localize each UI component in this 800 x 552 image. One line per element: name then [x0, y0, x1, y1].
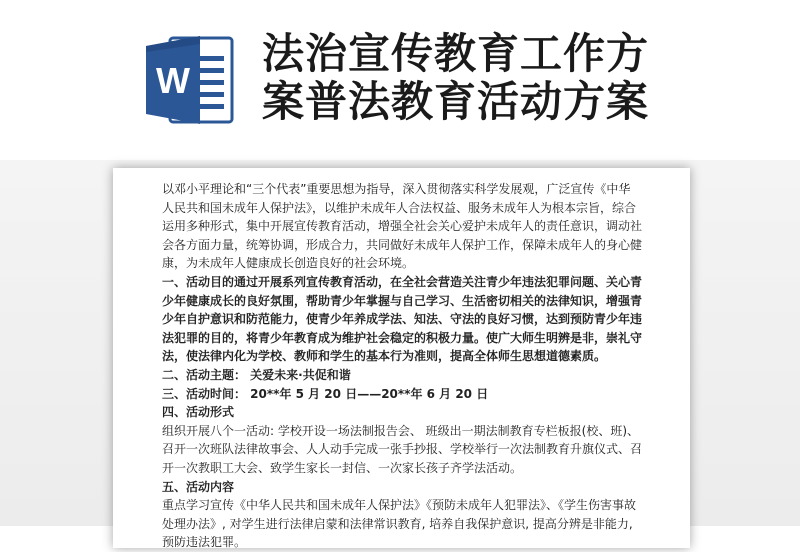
- title-line-1: 法治宣传教育工作方: [262, 29, 650, 78]
- page-title: [262, 30, 682, 126]
- paragraph-section-2: 二、活动主题： 关爱未来·共促和谐: [162, 367, 351, 382]
- paragraph-section-4-body: 组织开展八个一活动: 学校开设一场法制报告会、 班级出一期法制教育专栏板报(校、班)、召开一次班队法律故事会、人人动手完成一张手抄报、学校举行一次法制教育升旗仪式、召开一次教职工大会、致学生家长一封信、一次家长孩子齐学法活动。: [162, 423, 643, 475]
- paragraph-section-1: 一、活动目的通过开展系列宣传教育活动，在全社会营造关注青少年违法犯罪问题、关心青少年健康成长的良好氛围，帮助青少年掌握与自己学习、生活密切相关的法律知识，增强青少年自护意识和防范能力，使青少年养成学法、知法、守法的良好习惯，达到预防青少年违法犯罪的目的，将青少年教育成为维护社会稳定的积极力量。使广大师生明辨是非，崇礼守法，使法律内化为学校、教师和学生的基本行为准则，提高全体师生思想道德素质。: [162, 274, 643, 364]
- paragraph-section-5-heading: 五、活动内容: [162, 479, 235, 494]
- paragraph-section-4-heading: 四、活动形式: [162, 405, 235, 420]
- word-document-icon: [140, 30, 240, 130]
- paragraph-section-3: 三、活动时间： 20**年 5 月 20 日——20**年 6 月 20 日: [162, 386, 489, 401]
- paragraph-section-5-body: 重点学习宣传《中华人民共和国未成年人保护法》《预防未成年人犯罪法》、《学生伤害事故处理办法》, 对学生进行法律启蒙和法律常识教育, 培养自我保护意识, 提高分辨是非能力, 预防违法犯罪。: [162, 498, 637, 550]
- word-icon-letter: W: [156, 60, 190, 101]
- title-line-2: 案普法教育活动方案: [262, 77, 650, 126]
- document-body: [162, 180, 642, 552]
- paragraph-intro: 以邓小平理论和“三个代表”重要思想为指导，深入贯彻落实科学发展观，广泛宣传《中华人民共和国未成年人保护法》，以维护未成年人合法权益、服务未成年人为根本宗旨，综合运用多种形式，集中开展宣传教育活动，增强全社会关心爱护未成年人的责任意识，调动社会各方面力量，统筹协调，形成合力，共同做好未成年人保护工作，保障未成年人的身心健康，为未成年人健康成长创造良好的社会环境。: [162, 182, 643, 271]
- header: [0, 0, 800, 160]
